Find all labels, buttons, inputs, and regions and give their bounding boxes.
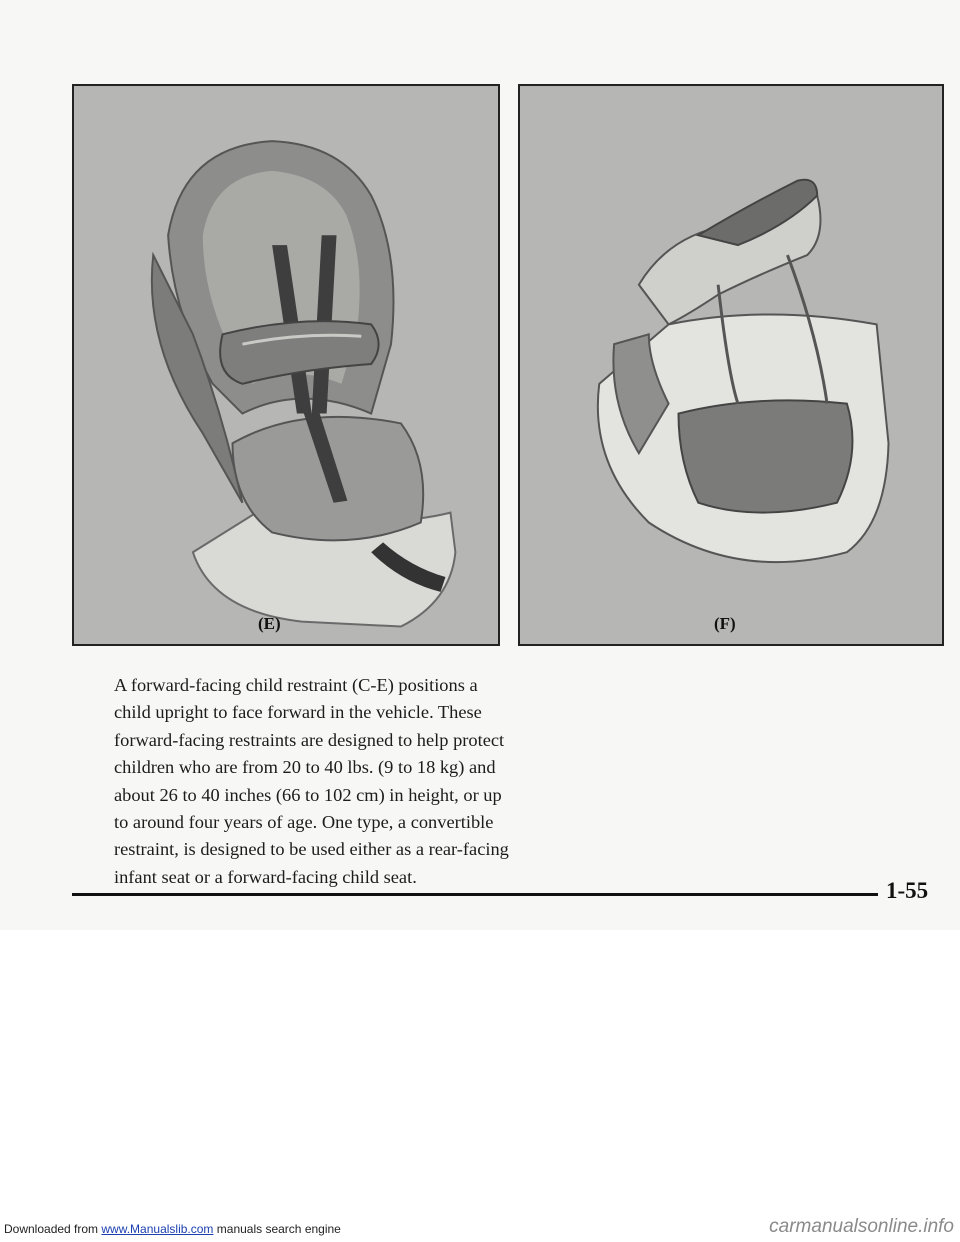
footer-rule: [72, 893, 878, 896]
figure-label-e: (E): [258, 614, 281, 633]
manualslib-link[interactable]: www.Manualslib.com: [101, 1222, 214, 1236]
body-paragraph: A forward-facing child restraint (C-E) positions a child upright to face forward in the vehicle. These forward-facing restraints are designed to help protect children who are from 20 to 40 lbs. (9 to 18 kg) and about 26 to 40 inches (66 to 102 cm) in height, or up to around four years of age. One type, a convertible restraint, is designed to be used either as a rear-facing infant seat or a forward-facing child seat.: [114, 675, 509, 887]
figure-child-seat-e: [72, 84, 500, 646]
booster-seat-illustration: [520, 86, 942, 644]
download-footer: [4, 1222, 341, 1236]
watermark: carmanualsonline.info: [769, 1216, 954, 1237]
figure-label-f: (F): [714, 614, 736, 633]
page-number: 1-55: [886, 878, 929, 903]
footer-suffix: manuals search engine: [213, 1222, 341, 1236]
figure-booster-seat-f: [518, 84, 944, 646]
footer-prefix: Downloaded from: [4, 1222, 102, 1236]
child-seat-illustration: [74, 86, 498, 644]
